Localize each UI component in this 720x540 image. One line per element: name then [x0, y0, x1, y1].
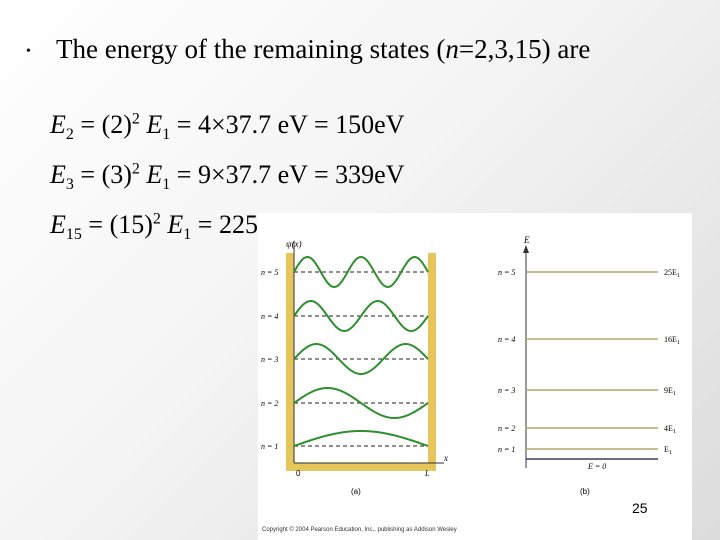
- bullet-marker: •: [26, 44, 31, 59]
- equation-e15: $E_{15} = (15)^2$ $E_1 = 225$: [50, 210, 258, 244]
- baseline-dashes: [294, 272, 428, 446]
- right-wall: [428, 253, 436, 463]
- right-energy-labels: [664, 268, 680, 456]
- equation-e3: $E_3 = (3)^2$ $E_1 = 9\times 37.7$ eV = 339eV: [50, 160, 405, 194]
- right-level-3-n: n = 3: [498, 386, 516, 395]
- x-axis-label: x: [444, 453, 448, 463]
- left-level-2: n = 2: [261, 399, 279, 408]
- figure-svg: [258, 213, 692, 540]
- equation-e2: $E_2 = (2)^2$ $E_1 = 4\times 37.7$ eV = 150eV: [50, 110, 405, 144]
- zero-label: 0: [296, 469, 301, 478]
- energy-zero-label: E = 0: [588, 462, 607, 471]
- left-level-labels: [261, 268, 278, 451]
- copyright-notice: Copyright © 2004 Pearson Education, Inc., publishing as Addison Wesley: [262, 527, 457, 533]
- energy-levels: [526, 272, 658, 449]
- right-n-labels: [498, 268, 515, 454]
- right-level-4-energy: $16E_1$: [664, 335, 680, 346]
- energy-axis-label: E: [524, 235, 530, 245]
- energy-level-figure: [258, 213, 692, 540]
- right-level-4-n: n = 4: [498, 335, 516, 344]
- right-level-5-n: n = 5: [498, 268, 516, 277]
- left-wall: [286, 253, 294, 463]
- left-level-1: n = 1: [261, 442, 279, 451]
- slide-number: 25: [632, 500, 648, 516]
- bullet-text: The energy of the remaining states (n=2,3,15) are: [56, 34, 591, 64]
- energy-axis-arrow: [523, 245, 529, 253]
- right-level-2-n: n = 2: [498, 424, 516, 433]
- right-level-5-energy: $25E_1$: [664, 268, 680, 279]
- right-level-1-energy: $E_1$: [664, 445, 672, 456]
- psi-label: ψ(x): [286, 239, 302, 249]
- wavefunction-1: [294, 431, 428, 446]
- right-level-3-energy: $9E_1$: [664, 386, 676, 397]
- right-level-2-energy: $4E_1$: [664, 424, 676, 435]
- caption-a: (a): [351, 487, 361, 496]
- well-floor: [286, 463, 436, 471]
- caption-b: (b): [580, 487, 590, 496]
- left-level-4: n = 4: [261, 312, 279, 321]
- right-level-1-n: n = 1: [498, 445, 516, 454]
- wavefunctions: [294, 257, 428, 446]
- left-level-5: n = 5: [261, 268, 279, 277]
- L-label: L: [425, 469, 430, 478]
- left-level-3: n = 3: [261, 355, 279, 364]
